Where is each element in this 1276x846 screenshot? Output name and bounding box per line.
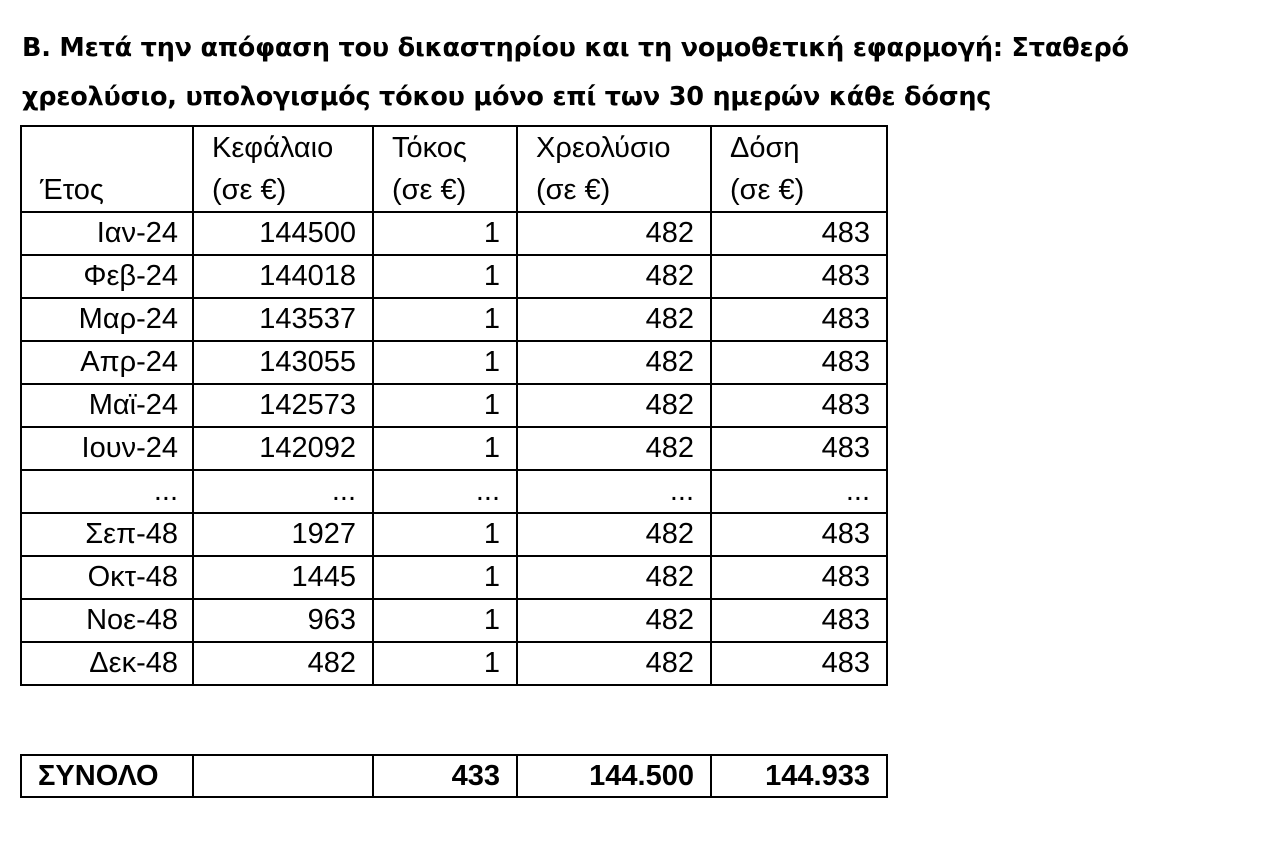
totals-installment-cell: 144.933	[711, 755, 887, 797]
installment-cell: ...	[711, 470, 887, 513]
year-cell: Απρ-24	[21, 341, 193, 384]
installment-cell: 483	[711, 513, 887, 556]
installment-cell: 483	[711, 599, 887, 642]
capital-cell: 142573	[193, 384, 373, 427]
year-cell: ...	[21, 470, 193, 513]
table-row	[21, 384, 887, 427]
interest-cell: 1	[373, 642, 517, 685]
installment-cell: 483	[711, 298, 887, 341]
capital-cell: 144018	[193, 255, 373, 298]
installment-cell: 483	[711, 427, 887, 470]
installment-cell: 483	[711, 384, 887, 427]
year-cell: Σεπ-48	[21, 513, 193, 556]
totals-label: ΣΥΝΟΛΟ	[21, 755, 193, 797]
capital-cell: 1927	[193, 513, 373, 556]
table-row	[21, 599, 887, 642]
column-header-year: Έτος	[21, 126, 193, 212]
table-row	[21, 642, 887, 685]
amortization-cell: 482	[517, 513, 711, 556]
amortization-cell: 482	[517, 255, 711, 298]
amortization-cell: 482	[517, 384, 711, 427]
interest-cell: 1	[373, 556, 517, 599]
amortization-cell: 482	[517, 642, 711, 685]
installment-cell: 483	[711, 255, 887, 298]
totals-table	[20, 754, 888, 798]
installment-cell: 483	[711, 556, 887, 599]
interest-cell: ...	[373, 470, 517, 513]
interest-cell: 1	[373, 255, 517, 298]
interest-cell: 1	[373, 599, 517, 642]
column-header-installment: Δόση (σε €)	[711, 126, 887, 212]
capital-cell: 963	[193, 599, 373, 642]
table-row	[21, 212, 887, 255]
table-row	[21, 255, 887, 298]
amortization-cell: 482	[517, 298, 711, 341]
capital-cell: 144500	[193, 212, 373, 255]
interest-cell: 1	[373, 384, 517, 427]
capital-cell: 482	[193, 642, 373, 685]
amortization-cell: 482	[517, 427, 711, 470]
capital-cell: ...	[193, 470, 373, 513]
table-row	[21, 470, 887, 513]
amortization-cell: 482	[517, 341, 711, 384]
capital-cell: 143537	[193, 298, 373, 341]
amortization-cell: 482	[517, 212, 711, 255]
totals-interest-cell: 433	[373, 755, 517, 797]
installment-cell: 483	[711, 212, 887, 255]
year-cell: Νοε-48	[21, 599, 193, 642]
totals-row	[21, 755, 887, 797]
totals-capital-cell	[193, 755, 373, 797]
table-row	[21, 341, 887, 384]
column-header-interest: Τόκος (σε €)	[373, 126, 517, 212]
amortization-cell: ...	[517, 470, 711, 513]
heading-line-1: B. Μετά την απόφαση του δικαστηρίου και τη νομοθετική εφαρμογή: Σταθερό	[22, 33, 1129, 63]
table-row	[21, 427, 887, 470]
installment-cell: 483	[711, 341, 887, 384]
year-cell: Ιουν-24	[21, 427, 193, 470]
interest-cell: 1	[373, 341, 517, 384]
capital-cell: 143055	[193, 341, 373, 384]
installment-cell: 483	[711, 642, 887, 685]
interest-cell: 1	[373, 298, 517, 341]
table-header-row	[21, 126, 887, 212]
year-cell: Ιαν-24	[21, 212, 193, 255]
amortization-cell: 482	[517, 599, 711, 642]
amortization-table	[20, 125, 888, 686]
column-header-capital: Κεφάλαιο (σε €)	[193, 126, 373, 212]
document-heading	[22, 24, 1272, 122]
interest-cell: 1	[373, 212, 517, 255]
table-row	[21, 556, 887, 599]
year-cell: Μαρ-24	[21, 298, 193, 341]
interest-cell: 1	[373, 513, 517, 556]
table-row	[21, 298, 887, 341]
year-cell: Οκτ-48	[21, 556, 193, 599]
table-row	[21, 513, 887, 556]
interest-cell: 1	[373, 427, 517, 470]
heading-line-2: χρεολύσιο, υπολογισμός τόκου μόνο επί των 30 ημερών κάθε δόσης	[22, 82, 992, 112]
column-header-amortization: Χρεολύσιο (σε €)	[517, 126, 711, 212]
totals-amortization-cell: 144.500	[517, 755, 711, 797]
year-cell: Δεκ-48	[21, 642, 193, 685]
capital-cell: 142092	[193, 427, 373, 470]
year-cell: Φεβ-24	[21, 255, 193, 298]
year-cell: Μαϊ-24	[21, 384, 193, 427]
capital-cell: 1445	[193, 556, 373, 599]
amortization-cell: 482	[517, 556, 711, 599]
